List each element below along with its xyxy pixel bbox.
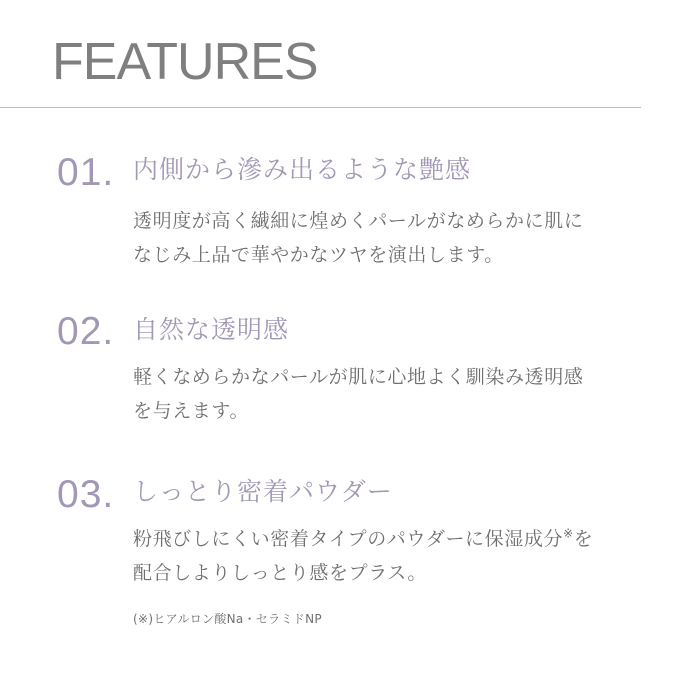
- feature-heading: 自然な透明感: [133, 315, 290, 344]
- feature-number: 02.: [57, 310, 115, 353]
- feature-description-line: [133, 522, 653, 556]
- feature-description-line: を与えます。: [133, 400, 250, 422]
- feature-number: 03.: [57, 473, 115, 516]
- feature-description-line: 配合しよりしっとり感をプラス。: [133, 562, 428, 584]
- footnote: (※)ヒアルロン酸Na・セラミドNP: [133, 612, 322, 626]
- footnote-mark: ※: [563, 526, 574, 541]
- feature-description-line: 軽くなめらかなパールが肌に心地よく馴染み透明感: [133, 366, 584, 388]
- feature-description: [133, 360, 653, 428]
- feature-description-text: を: [573, 528, 594, 550]
- feature-description-line: なじみ上品で華やかなツヤを演出します。: [133, 244, 504, 266]
- feature-heading: しっとり密着パウダー: [133, 477, 393, 506]
- feature-description: [133, 522, 653, 590]
- page-title: FEATURES: [52, 33, 318, 91]
- feature-number: 01.: [57, 151, 115, 194]
- feature-description-text: 粉飛びしにくい密着タイプのパウダーに保湿成分: [133, 528, 564, 550]
- title-divider: [0, 107, 641, 108]
- feature-description-line: 透明度が高く繊細に煌めくパールがなめらかに肌に: [133, 210, 584, 232]
- feature-description: [133, 204, 653, 272]
- feature-heading: 内側から滲み出るような艶感: [133, 155, 472, 184]
